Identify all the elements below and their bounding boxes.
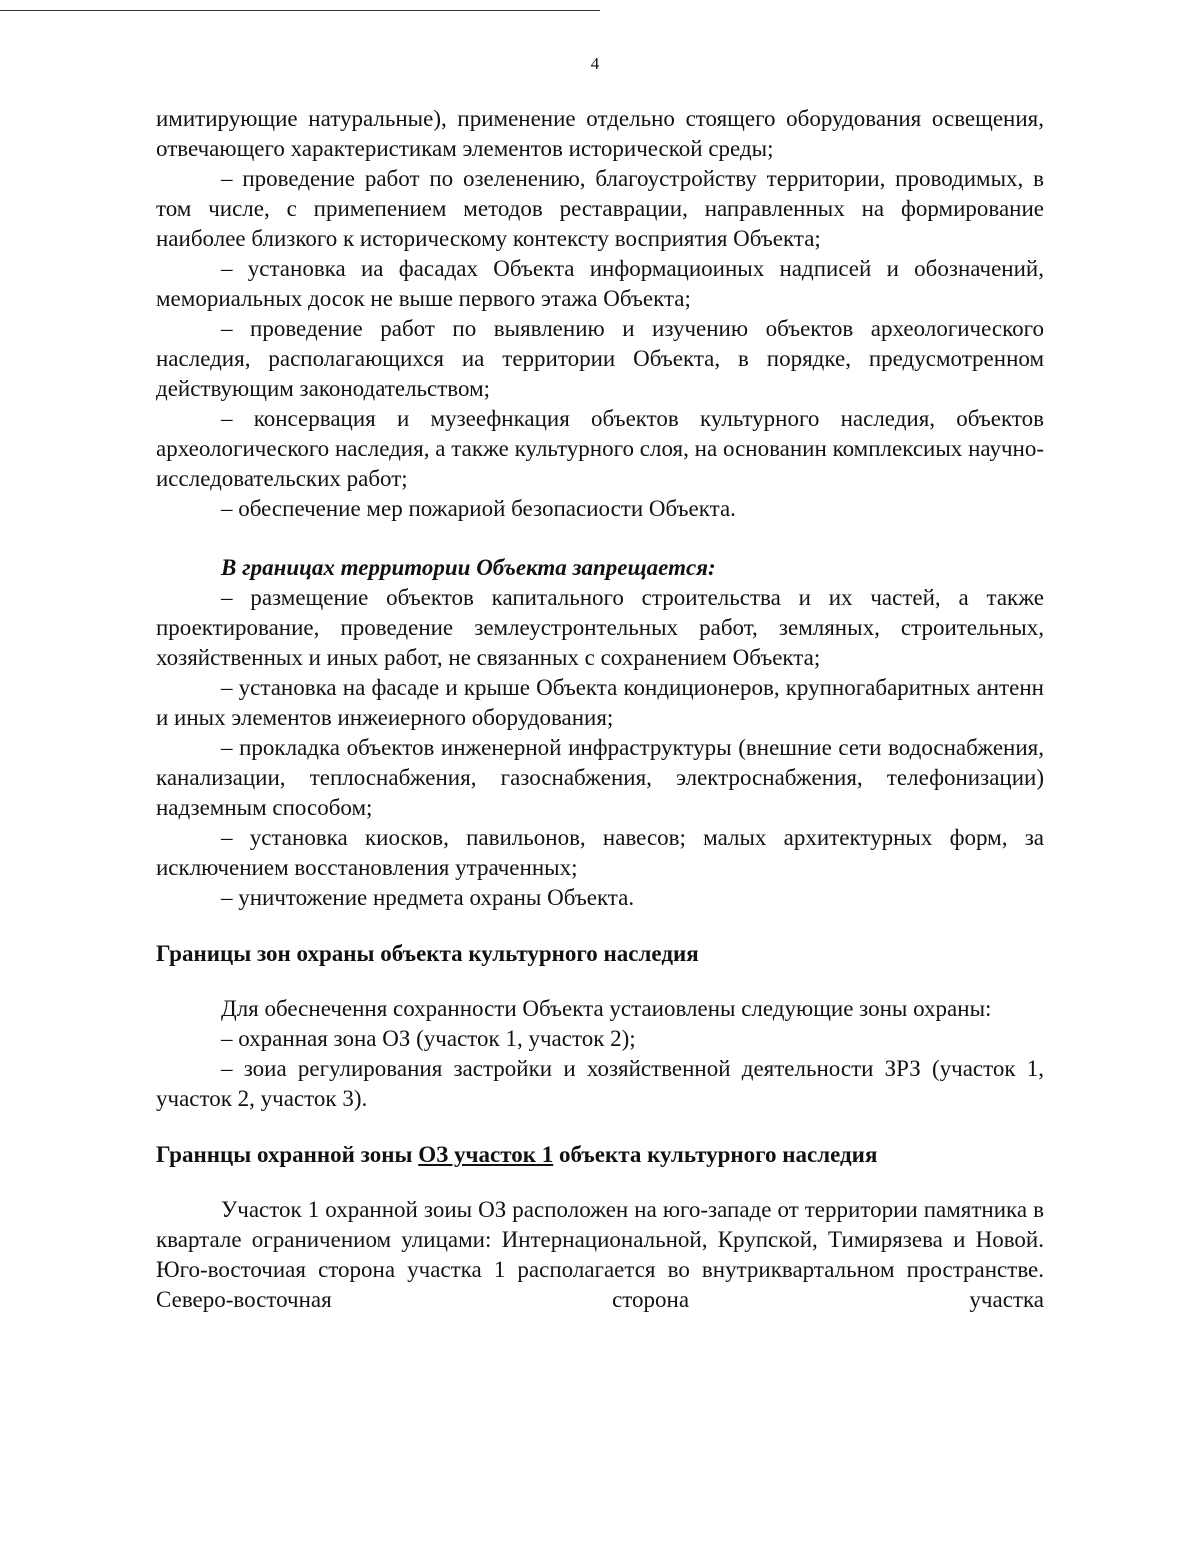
- oz1-heading-end: объекта культурного наследия: [553, 1142, 878, 1167]
- list-item: – консервация и музеефнкация объектов культурного наследия, объектов археологического наследия, а также культурного слоя, на основанин комплексиых научно-исследовательских работ;: [156, 406, 1044, 491]
- prohibited-heading: В границах территории Объекта запрещается:: [221, 555, 716, 580]
- document-body: [156, 104, 1044, 1315]
- prohibited-item: – установка киосков, павильонов, навесов; малых архитектурных форм, за исключением восстановления утраченных;: [156, 825, 1044, 880]
- page-number: 4: [590, 54, 600, 73]
- prohibited-item: – уничтожение нредмета охраны Объекта.: [221, 885, 635, 910]
- prohibited-item: – установка на фасаде и крыше Объекта кондиционеров, крупногабаритных антенн и иных элементов инжеиерного оборудования;: [156, 675, 1044, 730]
- oz1-paragraph: Участок 1 охранной зоиы ОЗ расположен на юго-западе от территории памятника в квартале ограничениом улицами: Интернациональной, Крупской, Тимирязева и Новой. Юго-восточиая сторона участка 1 располагается во внутриквартальном пространстве. Северо-восточная сторона участка: [156, 1197, 1044, 1312]
- zones-intro: Для обеснечення сохранности Объекта устаиовлены следующие зоны охраны:: [221, 996, 992, 1021]
- oz1-heading: [156, 1140, 1044, 1170]
- oz1-heading-start: Граннцы охранной зоны: [156, 1142, 419, 1167]
- prohibited-item: – прокладка объектов инженерной инфраструктуры (внешние сети водоснабжения, канализации, теплоснабжения, газоснабжения, электроснабжения, телефонизации) надземным способом;: [156, 735, 1044, 820]
- top-rule: [0, 10, 600, 11]
- zone-item: – зоиа регулирования застройки и хозяйственной деятельности ЗРЗ (участок 1, участок 2, участок 3).: [156, 1056, 1044, 1111]
- list-item: – проведение работ по выявлению и изучению объектов археологического наследия, располагающихся иа территории Объекта, в порядке, предусмотренном действующим законодательством;: [156, 316, 1044, 401]
- list-item: – проведение работ по озеленению, благоустройству территории, проводимых, в том числе, с примепением методов реставрации, направленных на формирование наиболее близкого к историческому контексту восприятия Объекта;: [156, 166, 1044, 251]
- list-item: – обеспечение мер пожариой безопасиости Объекта.: [221, 496, 736, 521]
- paragraph-continuation: имитирующие натуральные), применение отдельно стоящего оборудования освещения, отвечающего характеристикам элементов исторической среды;: [156, 106, 1044, 161]
- oz1-heading-underlined: ОЗ участок 1: [418, 1142, 554, 1167]
- list-item: – установка иа фасадах Объекта информациоиных надписей и обозначений, мемориальных досок не выше первого этажа Объекта;: [156, 256, 1044, 311]
- zone-item: – охранная зона ОЗ (участок 1, участок 2);: [221, 1026, 636, 1051]
- prohibited-item: – размещение объектов капитального строительства и их частей, а также проектирование, проведение землеустронтельных работ, земляных, строительных, хозяйственных и иных работ, не связанных с сохранением Объекта;: [156, 585, 1044, 670]
- zones-heading: Границы зон охраны объекта культурного наследия: [156, 941, 699, 966]
